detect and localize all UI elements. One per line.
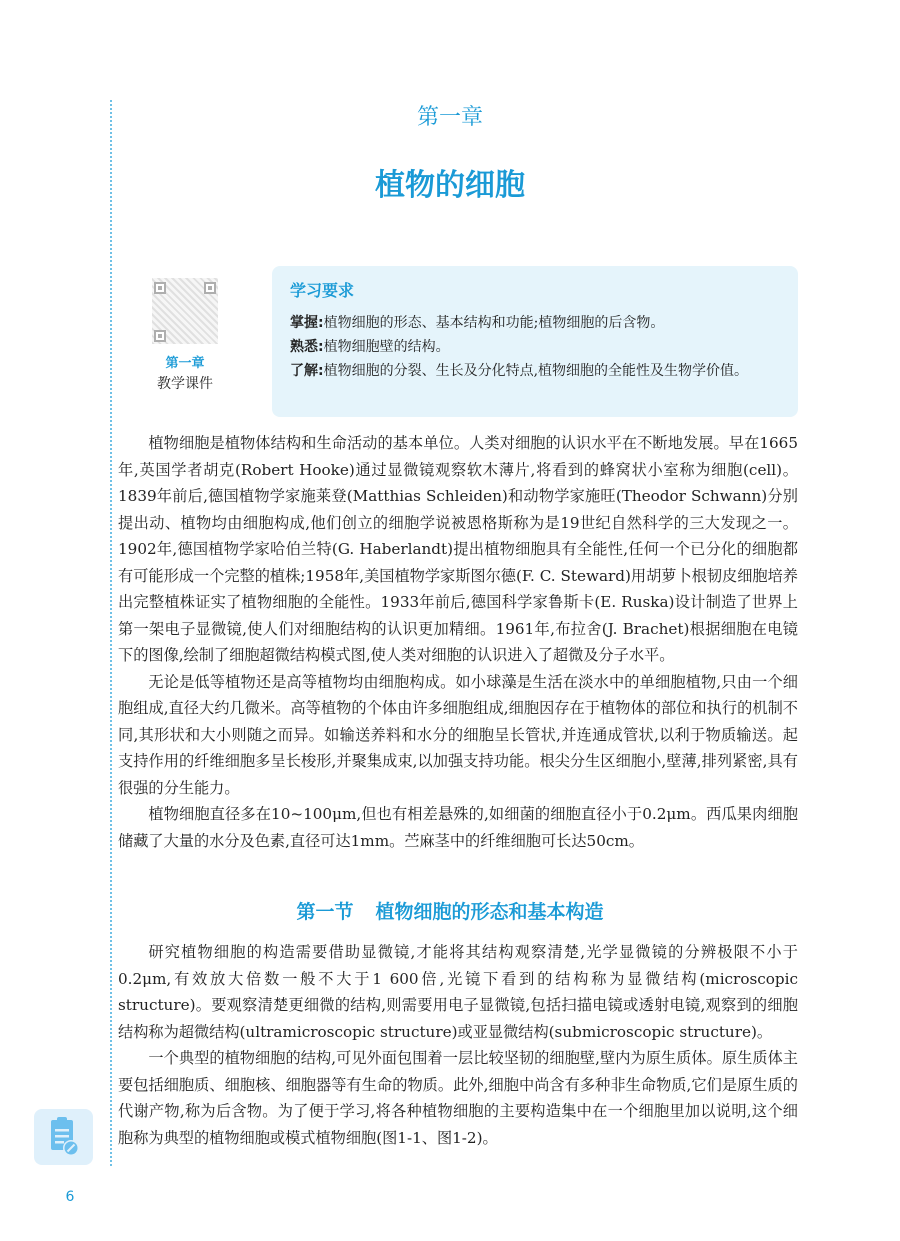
qr-finder-mark	[204, 282, 216, 294]
paragraph: 植物细胞直径多在10~100μm,但也有相差悬殊的,如细菌的细胞直径小于0.2μm。西瓜果肉细胞储藏了大量的水分及色素,直径可达1mm。苎麻茎中的纤维细胞可长达50cm。	[118, 805, 798, 850]
paragraph: 无论是低等植物还是高等植物均由细胞构成。如小球藻是生活在淡水中的单细胞植物,只由一个细胞组成,直径大约几微米。高等植物的个体由许多细胞组成,细胞因存在于植物体的部位和执行的机制不同,其形状和大小则随之而异。如输送养料和水分的细胞呈长管状,并连通成管状,以利于物质输送。起支持作用的纤维细胞多呈长梭形,并聚集成束,以加强支持功能。根尖分生区细胞小,壁薄,排列紧密,具有很强的分生能力。	[118, 672, 798, 797]
learning-requirements-box	[272, 266, 798, 417]
qr-finder-mark	[154, 282, 166, 294]
clipboard-edit-icon[interactable]	[34, 1109, 93, 1165]
section-heading	[0, 897, 900, 924]
requirement-sep: :	[318, 339, 324, 355]
qr-finder-mark	[154, 330, 166, 342]
requirement-key: 了解	[290, 363, 318, 379]
requirement-sep: :	[318, 315, 324, 331]
requirement-item	[290, 335, 776, 359]
requirement-text: 植物细胞的分裂、生长及分化特点,植物细胞的全能性及生物学价值。	[323, 363, 749, 379]
paragraph: 植物细胞是植物体结构和生命活动的基本单位。人类对细胞的认识水平在不断地发展。早在1665年,英国学者胡克(Robert Hooke)通过显微镜观察软木薄片,将看到的蜂窝状小室称为细胞(cell)。1839年前后,德国植物学家施莱登(Matthias Schleiden)和动物学家施旺(Theodor Schwann)分别提出动、植物均由细胞构成,他们创立的细胞学说被恩格斯称为是19世纪自然科学的三大发现之一。1902年,德国植物学家哈伯兰特(G. Haberlandt)提出植物细胞具有全能性,任何一个已分化的细胞都有可能形成一个完整的植株;1958年,美国植物学家斯图尔德(F. C. Steward)用胡萝卜根韧皮细胞培养出完整植株证实了植物细胞的全能性。1933年前后,德国科学家鲁斯卡(E. Ruska)设计制造了世界上第一架电子显微镜,使人们对细胞结构的认识更加精细。1961年,布拉舍(J. Brachet)根据细胞在电镜下的图像,绘制了细胞超微结构模式图,使人类对细胞的认识进入了超微及分子水平。	[118, 434, 798, 664]
requirement-item	[290, 359, 776, 383]
page-number: 6	[65, 1189, 75, 1205]
qr-caption-courseware: 教学课件	[157, 376, 213, 392]
requirement-sep: :	[318, 363, 324, 379]
qr-caption-chapter: 第一章	[165, 356, 205, 371]
intro-text	[118, 430, 798, 854]
learning-requirements-title: 学习要求	[290, 281, 355, 300]
requirement-item	[290, 311, 776, 335]
paragraph: 研究植物细胞的构造需要借助显微镜,才能将其结构观察清楚,光学显微镜的分辨极限不小于0.2μm,有效放大倍数一般不大于1 600倍,光镜下看到的结构称为显微结构(microscopic structure)。要观察清楚更细微的结构,则需要用电子显微镜,包括扫描电镜或透射电镜,观察到的细胞结构称为超微结构(ultramicroscopic structure)或亚显微结构(submicroscopic structure)。	[118, 943, 798, 1041]
requirement-text: 植物细胞壁的结构。	[323, 339, 450, 355]
requirement-key: 掌握	[290, 315, 318, 331]
section-number: 第一节	[296, 901, 354, 923]
chapter-label: 第一章	[416, 105, 483, 130]
qr-code-icon[interactable]	[152, 278, 218, 344]
requirement-text: 植物细胞的形态、基本结构和功能;植物细胞的后含物。	[323, 315, 665, 331]
paragraph: 一个典型的植物细胞的结构,可见外面包围着一层比较坚韧的细胞壁,壁内为原生质体。原生质体主要包括细胞质、细胞核、细胞器等有生命的物质。此外,细胞中尚含有多种非生命物质,它们是原生质的代谢产物,称为后含物。为了便于学习,将各种植物细胞的主要构造集中在一个细胞里加以说明,这个细胞称为典型的植物细胞或模式植物细胞(图1-1、图1-2)。	[118, 1049, 798, 1147]
section-text	[118, 939, 798, 1151]
requirement-key: 熟悉	[290, 339, 318, 355]
section-title: 植物细胞的形态和基本构造	[375, 901, 604, 923]
chapter-title: 植物的细胞	[375, 168, 525, 203]
margin-dotted-line	[110, 100, 112, 1166]
courseware-qr-block[interactable]	[140, 278, 230, 393]
